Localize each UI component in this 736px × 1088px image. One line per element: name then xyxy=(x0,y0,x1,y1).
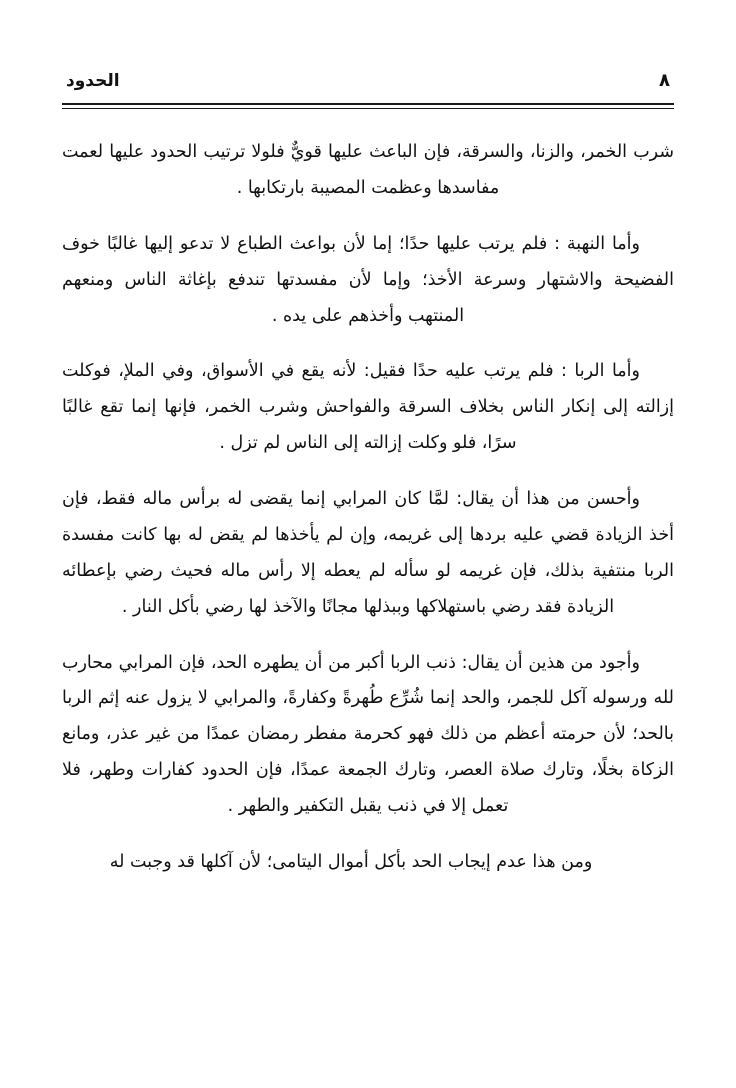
paragraph: وأحسن من هذا أن يقال: لمَّا كان المرابي إنما يقضى له برأس ماله فقط، فإن أخذ الزيادة قضي عليه بردها إلى غريمه، وإن لم يأخذها لم يقض له بها كانت مفسدة الربا منتفية بذلك، فإن غريمه لو سأله لم يعطه إلا رأس ماله فحيث رضي بإعطائه الزيادة فقد رضي باستهلاكها وببذلها مجانًا والآخذ لها رضي بأكل النار . xyxy=(62,489,674,617)
paragraph: وأجود من هذين أن يقال: ذنب الربا أكبر من أن يطهره الحد، فإن المرابي محارب لله ورسوله آكل للجمر، والحد إنما شُرِّع طُهرةً وكفارةً، والمرابي لا يزول عنه إثم الربا بالحد؛ لأن حرمته أعظم من ذلك فهو كحرمة مفطر رمضان عمدًا من غير عذر، ومانع الزكاة بخلًا، وتارك صلاة العصر، وتارك الجمعة عمدًا، فإن الحدود كفارات وطهر، فلا تعمل إلا في ذنب يقبل التكفير والطهر . xyxy=(62,652,674,816)
chapter-title: الحدود xyxy=(66,71,120,91)
paragraph: وأما النهبة : فلم يرتب عليها حدًا؛ إما لأن بواعث الطباع لا تدعو إليها غالبًا خوف الفضيحة والاشتهار وسرعة الأخذ؛ وإما لأن مفسدتها تندفع بإغاثة الناس ومنعهم المنتهب وأخذهم على يده . xyxy=(62,233,674,326)
paragraph: شرب الخمر، والزنا، والسرقة، فإن الباعث عليها قويٌّ فلولا ترتيب الحدود عليها لعمت مفاسدها وعظمت المصيبة بارتكابها . xyxy=(62,142,674,198)
page-header xyxy=(62,70,674,91)
paragraph: وأما الربا : فلم يرتب عليه حدًا فقيل: لأنه يقع في الأسواق، وفي الملإ، فوكلت إزالته إلى إنكار الناس بخلاف السرقة والفواحش وشرب الخمر، فإنها إنما تقع غالبًا سرًا، فلو وكلت إزالته إلى الناس لم تزل . xyxy=(62,361,674,454)
header-divider xyxy=(62,103,674,109)
paragraph: ومن هذا عدم إيجاب الحد بأكل أموال اليتامى؛ لأن آكلها قد وجبت له xyxy=(109,851,593,872)
page-number: ٨ xyxy=(659,70,670,91)
body-text xyxy=(62,135,674,881)
